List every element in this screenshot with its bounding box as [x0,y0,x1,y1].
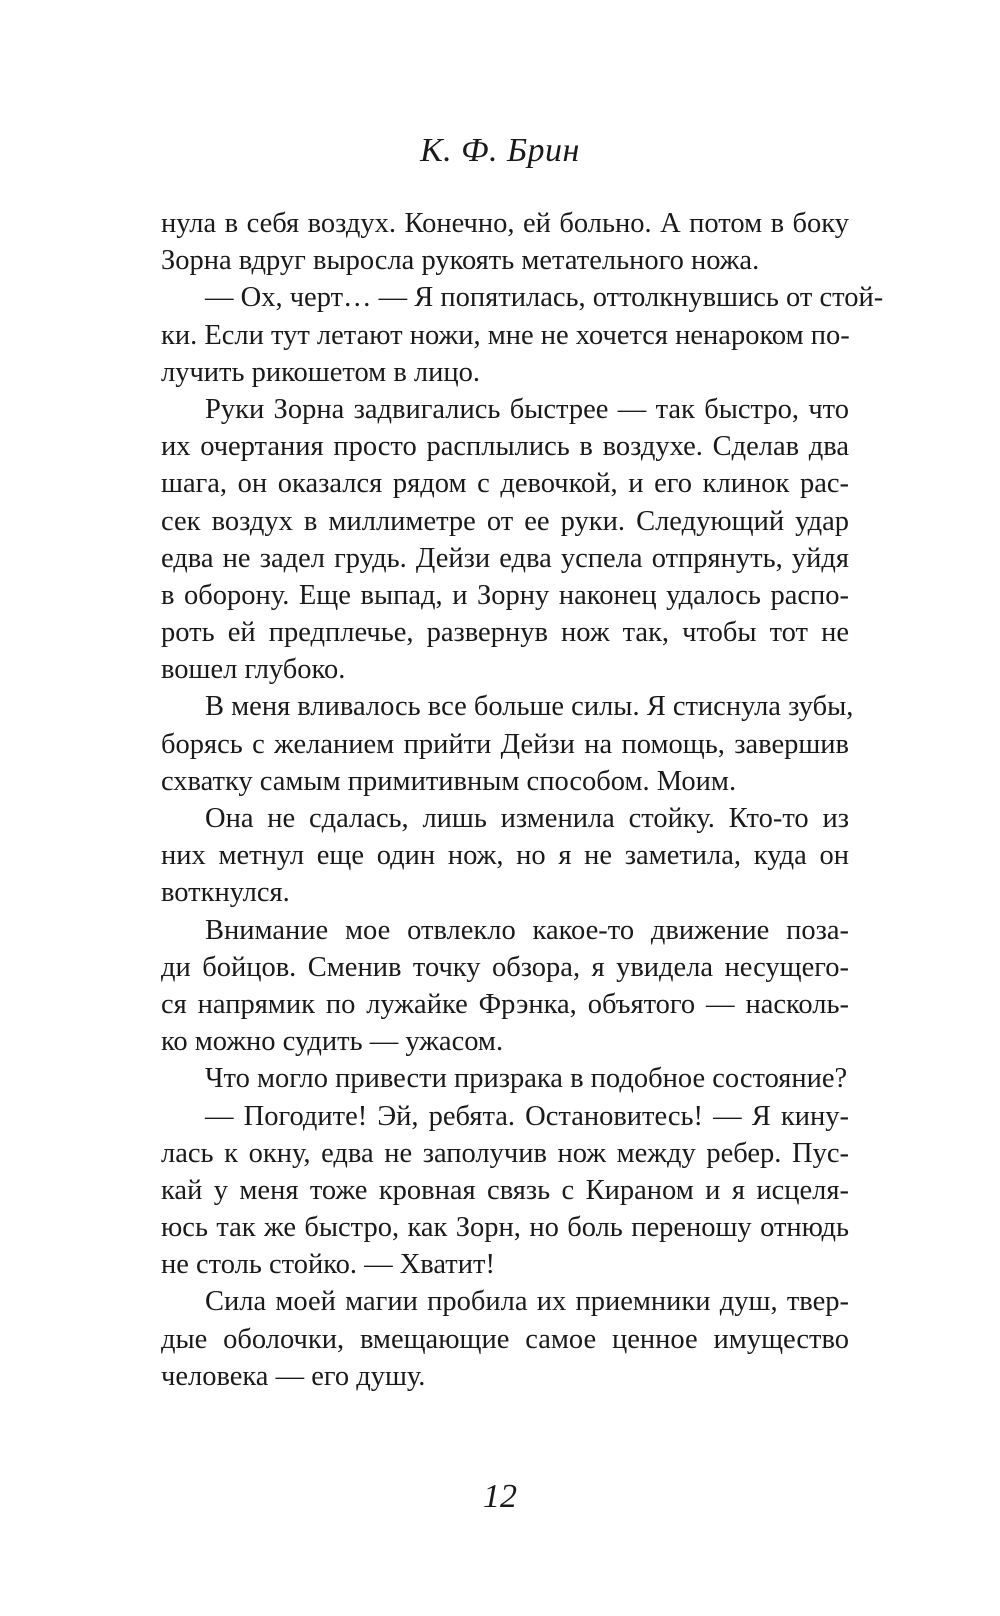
text-line: Сила моей магии пробила их приемники душ, твер- [205,1286,849,1318]
text-line: — Ох, черт… — Я попятилась, оттолкнувшись от стой- [205,282,884,314]
text-line: Что могло привести призрака в подобное состояние? [205,1063,848,1095]
text-line: воткнулся. [161,877,290,909]
text-line: лась к окну, едва не заполучив нож между ребер. Пус- [161,1137,849,1169]
text-line: ко можно судить — ужасом. [161,1026,504,1058]
text-line: борясь с желанием прийти Дейзи на помощь, завершив [161,728,849,760]
page-number: 12 [483,1478,517,1515]
text-line: нула в себя воздух. Конечно, ей больно. А потом в боку [161,208,849,239]
text-line: ди бойцов. Сменив точку обзора, я увидела несущего- [161,951,849,983]
text-line: ки. Если тут летают ножи, мне не хочется ненароком по- [161,319,850,351]
text-line: Внимание мое отвлекло какое-то движение поза- [205,914,849,946]
text-line: лучить рикошетом в лицо. [161,356,481,388]
text-line: схватку самым примитивным способом. Моим. [161,765,737,797]
text-line: Руки Зорна задвигались быстрее — так быстро, что [205,393,849,425]
text-line: В меня вливалось все больше силы. Я стиснула зубы, [205,691,854,723]
text-line: едва не задел грудь. Дейзи едва успела отпрянуть, уйдя [161,542,849,574]
text-line: роть ей предплечье, развернув нож так, чтобы тот не [161,617,849,649]
text-line: — Погодите! Эй, ребята. Остановитесь! — Я кину- [205,1100,849,1132]
running-head-author: К. Ф. Брин [420,132,580,169]
text-line: юсь так же быстро, как Зорн, но боль переношу отнюдь [161,1212,849,1244]
text-line: них метнул еще один нож, но я не заметила, куда он [161,840,849,872]
text-line: шага, он оказался рядом с девочкой, и его клинок рас- [161,468,849,500]
text-line: в оборону. Еще выпад, и Зорну наконец удалось распо- [161,579,849,611]
text-line: вошел глубоко. [161,654,346,686]
text-line: ся напрямик по лужайке Фрэнка, объятого — насколь- [161,988,849,1020]
text-line: человека — его душу. [161,1360,426,1392]
text-line: Она не сдалась, лишь изменила стойку. Кто-то из [205,803,849,834]
text-line: сек воздух в миллиметре от ее руки. Следующий удар [161,505,849,537]
text-line: кай у меня тоже кровная связь с Кираном и я исцеля- [161,1174,849,1206]
body-text [161,205,884,1395]
text-line: их очертания просто расплылись в воздухе. Сделав два [161,431,849,463]
text-line: не столь стойко. — Хватит! [161,1249,495,1281]
text-line: дые оболочки, вмещающие самое ценное имущество [161,1323,849,1355]
text-line: Зорна вдруг выросла рукоять метательного ножа. [161,245,760,277]
